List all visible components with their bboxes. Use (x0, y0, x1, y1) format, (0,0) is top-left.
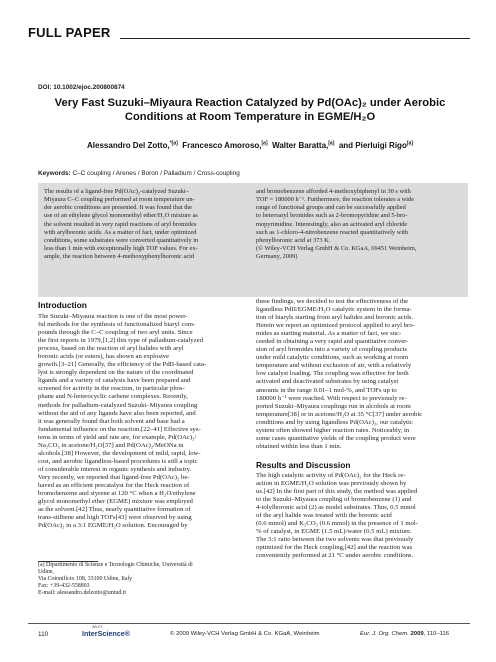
text-line: The 3:1 ratio between the two solvents was that previously (256, 536, 414, 544)
text-line: sion of aryl bromides into a variety of coupling products (256, 346, 407, 354)
text-line: tion of biaryls starting from aryl halides and boronic acids. (256, 314, 414, 322)
abstract-line: mopyrimidine. Interestingly, also an activated aryl chloride (256, 220, 408, 228)
text-line: Herein we report an optimized protocol applied to aryl bro- (256, 322, 415, 330)
text-line: temperature[38] or in acetone/H₂O at 35 °C[37] under aerobic (256, 410, 423, 418)
text-line: conveniently performed at 21 °C under aerobic conditions. (256, 552, 414, 560)
page-number: 110 (38, 631, 49, 638)
text-line: to the Suzuki–Miyaura coupling of bromobenzene (1) and (256, 496, 412, 504)
right-column-body (256, 298, 468, 451)
text-line: low catalyst loading. The coupling was effective for both (256, 370, 409, 378)
abstract-line: The results of a ligand-free Pd(OAc)₂-catalyzed Suzuki– (44, 188, 189, 195)
abstract-line: and bromobenzene afforded 4-methoxybiphenyl in 30 s with (256, 188, 411, 195)
text-line: 4-tolylboronic acid (2) as model substrates. Thus, 0.5 mmol (256, 504, 416, 512)
keywords-label: Keywords: (38, 170, 71, 177)
doi[interactable]: DOI: 10.1002/ejoc.200800874 (38, 84, 125, 91)
text-line: alcohols.[38] However, the development of mild, rapid, low- (38, 449, 201, 457)
text-line: E-mail: alessandro.delzotto@uniud.it (38, 590, 127, 596)
text-line: tems in terms of yield and rate are, for example, Pd(OAc)₂/ (38, 433, 197, 441)
abstract-right (256, 188, 462, 261)
title-line-1: Very Fast Suzuki–Miyaura Reaction Catalyzed by Pd(OAc)₂ under Aerobic (54, 97, 446, 109)
text-line: some cases quantitative yields of the coupling product were (256, 434, 416, 442)
keywords-text: C–C coupling / Arenes / Boron / Palladium / Cross-coupling (72, 170, 240, 177)
text-line: % of catalyst, in EGME (1.5 mL)/water (0.5 mL) mixture. (256, 528, 412, 536)
text-line: mides as starting material. As a matter of fact, we suc- (256, 330, 402, 338)
intro-body (38, 313, 248, 530)
abstract-line: use of an ethylene glycol monomethyl ether/H₂O mixture as (44, 212, 198, 220)
abstract-line: conditions, some substrates were converted quantitatively in (44, 236, 199, 244)
keywords (38, 170, 240, 177)
author: Alessandro Del Zotto,$^{*[a]}$ (87, 140, 178, 150)
text-line: obtained within less than 1 min. (256, 442, 342, 450)
abstract-line: the solvent resulted in very rapid reactions of aryl bromides (44, 220, 197, 228)
text-line: of the aryl halide was treated with the boronic acid (256, 512, 392, 520)
text-line: these findings, we decided to test the effectiveness of the (256, 298, 409, 305)
footer-rule (28, 623, 470, 624)
text-line: phane and N-heterocyclic carbene complexes. Recently, (38, 393, 188, 401)
text-line: amounts in the range 0.01–1 mol-%, and TOFs up to (256, 386, 397, 394)
text-line: conditions and by using ligandless Pd(OAc)₂, our catalytic (256, 418, 413, 426)
text-line: glycol monomethyl ether (EGME) mixture was employed (38, 498, 193, 506)
text-line: pounds through the C–C coupling of two aryl units. Since (38, 329, 193, 337)
intro-heading: Introduction (38, 300, 87, 310)
copyright-notice: © 2009 Wiley-VCH Verlag GmbH & Co. KGaA, Weinheim (170, 631, 320, 637)
text-line: growth.[3–21] Generally, the efficiency of the PdII-based cata- (38, 361, 207, 369)
abstract-line: ample, the reaction between 4-methoxyphenylboronic acid (44, 253, 195, 261)
author-list (40, 140, 460, 150)
abstract-line: less than 1 min with exceptionally high TOF values. For ex- (44, 245, 198, 253)
text-line: haved as an efficient precatalyst for the Heck reaction of (38, 481, 190, 489)
text-line: Fax: +39-432-558803 (38, 583, 90, 589)
text-line: Udine, (38, 569, 54, 575)
text-line: action in EGME/H₂O solution was previously shown by (256, 480, 407, 488)
text-line: 180000 h⁻¹ were reached. With respect to previously re- (256, 394, 407, 402)
author: Walter Baratta,[a] (272, 140, 335, 150)
text-line: The Suzuki–Miyaura reaction is one of the most power- (38, 313, 188, 320)
text-line: under mild catalytic conditions, such as working at room (256, 354, 409, 362)
abstract-left (44, 188, 250, 261)
text-line: us.[42] In the first part of this study, the method was applied (256, 488, 418, 496)
results-heading: Results and Discussion (256, 460, 351, 470)
text-line: ligandless PdII/EGME/H₂O catalytic system in the forma- (256, 306, 412, 314)
text-line: process, based on the reaction of aryl halides with aryl (38, 345, 184, 353)
author: and Pierluigi Rigo[a] (338, 140, 413, 150)
journal-citation: Eur. J. Org. Chem. 2009, 110–116 (360, 631, 449, 637)
abstract-line: Miyaura C–C coupling performed at room temperature un- (44, 196, 195, 204)
affiliation-footnote (38, 562, 248, 597)
text-line: of considerable interest in organic synthesis and industry. (38, 465, 192, 473)
text-line: as the solvent.[42] Thus, nearly quantitative formation of (38, 506, 191, 514)
abstract-line: phenylboronic acid at 373 K. (256, 236, 331, 244)
text-line: The high catalytic activity of Pd(OAc)₂ for the Heck re- (256, 472, 406, 479)
abstract-line: TOF = 180000 h⁻¹. Furthermore, the reaction tolerates a wide (256, 196, 415, 204)
text-line: ful methods for the synthesis of functionalized biaryl com- (38, 321, 196, 329)
text-line: ligands and a variety of catalysts have been prepared and (38, 377, 191, 385)
author: Francesco Amoroso,[a] (182, 140, 268, 150)
abstract-line: Germany, 2009) (256, 253, 298, 261)
text-line: the first reports in 1979,[1,2] this type of palladium-catalyzed (38, 337, 203, 345)
abstract-line: to heteroaryl bromides such as 2-bromopyridine and 5-bro- (256, 212, 408, 220)
abstract-line: der aerobic conditions are presented. It was found that the (44, 204, 192, 212)
text-line: ceeded in obtaining a very rapid and quantitative conver- (256, 338, 409, 346)
text-line: fundamental influence on the reaction.[22–41] Effective sys- (38, 425, 201, 433)
text-line: without the aid of any ligands have also been reported, and (38, 409, 196, 417)
text-line: temperature and without exclusion of air, with a relatively (256, 362, 412, 370)
text-line: Very recently, we reported that ligand-free Pd(OAc)₂ be- (38, 473, 190, 481)
text-line: cost, and aerobic ligandless-based procedures is still a topic (38, 457, 198, 465)
title-line-2: Conditions at Room Temperature in EGME/H₂O (124, 110, 376, 123)
text-line: system often showed higher reaction rates. Noticeably, in (256, 426, 410, 434)
text-line: trans-stilbene and high TOFs[43] were observed by using (38, 514, 192, 522)
text-line: lyst is strongly dependent on the nature of the coordinated (38, 369, 194, 377)
text-line: Pd(OAc)₂ in a 3:1 EGME/H₂O solution. Encouraged by (38, 522, 188, 530)
text-line: screened for activity in the reaction, in particular phos- (38, 385, 185, 393)
text-line: [a] Dipartimento di Scienze e Tecnologie Chimiche, Università di (38, 562, 193, 568)
text-line: bromobenzene and styrene at 120 °C when a H₂O/ethylene (38, 490, 196, 498)
text-line: it was generally found that both solvent and base had a (38, 417, 185, 425)
header-rule (120, 38, 470, 39)
abstract-line: range of functional groups and can be successfully applied (256, 204, 406, 212)
paper-title (40, 97, 460, 124)
abstract-line: such as 1-chloro-4-nitrobenzene reacted quantitatively with (256, 228, 409, 236)
text-line: optimized for the Heck coupling,[42] and the reaction was (256, 544, 413, 552)
text-line: boronic acids (or esters), has shown an explosive (38, 353, 170, 361)
interscience-logo[interactable]: WILEY InterScience® (82, 625, 131, 638)
text-line: activated and deactivated substrates by using catalyst (256, 378, 399, 386)
section-label: FULL PAPER (28, 25, 111, 40)
abstract-line: with arylboronic acids. As a matter of fact, under optimized (44, 228, 197, 236)
text-line: Via Cotonificio 108, 33100 Udine, Italy (38, 576, 133, 582)
text-line: Na₂CO₃ in acetone/H₂O[37] and Pd(OAc)₂/MeONa in (38, 441, 184, 449)
text-line: methods for palladium-catalyzed Suzuki–Miyaura coupling (38, 401, 198, 409)
text-line: (0.6 mmol) and K₂CO₃ (0.6 mmol) in the presence of 1 mol- (256, 520, 418, 528)
abstract-line: (© Wiley-VCH Verlag GmbH & Co. KGaA, 69451 Weinheim, (256, 245, 417, 253)
results-body (256, 472, 468, 561)
text-line: ported Suzuki–Miyaura couplings run in alcohols at room (256, 402, 411, 410)
